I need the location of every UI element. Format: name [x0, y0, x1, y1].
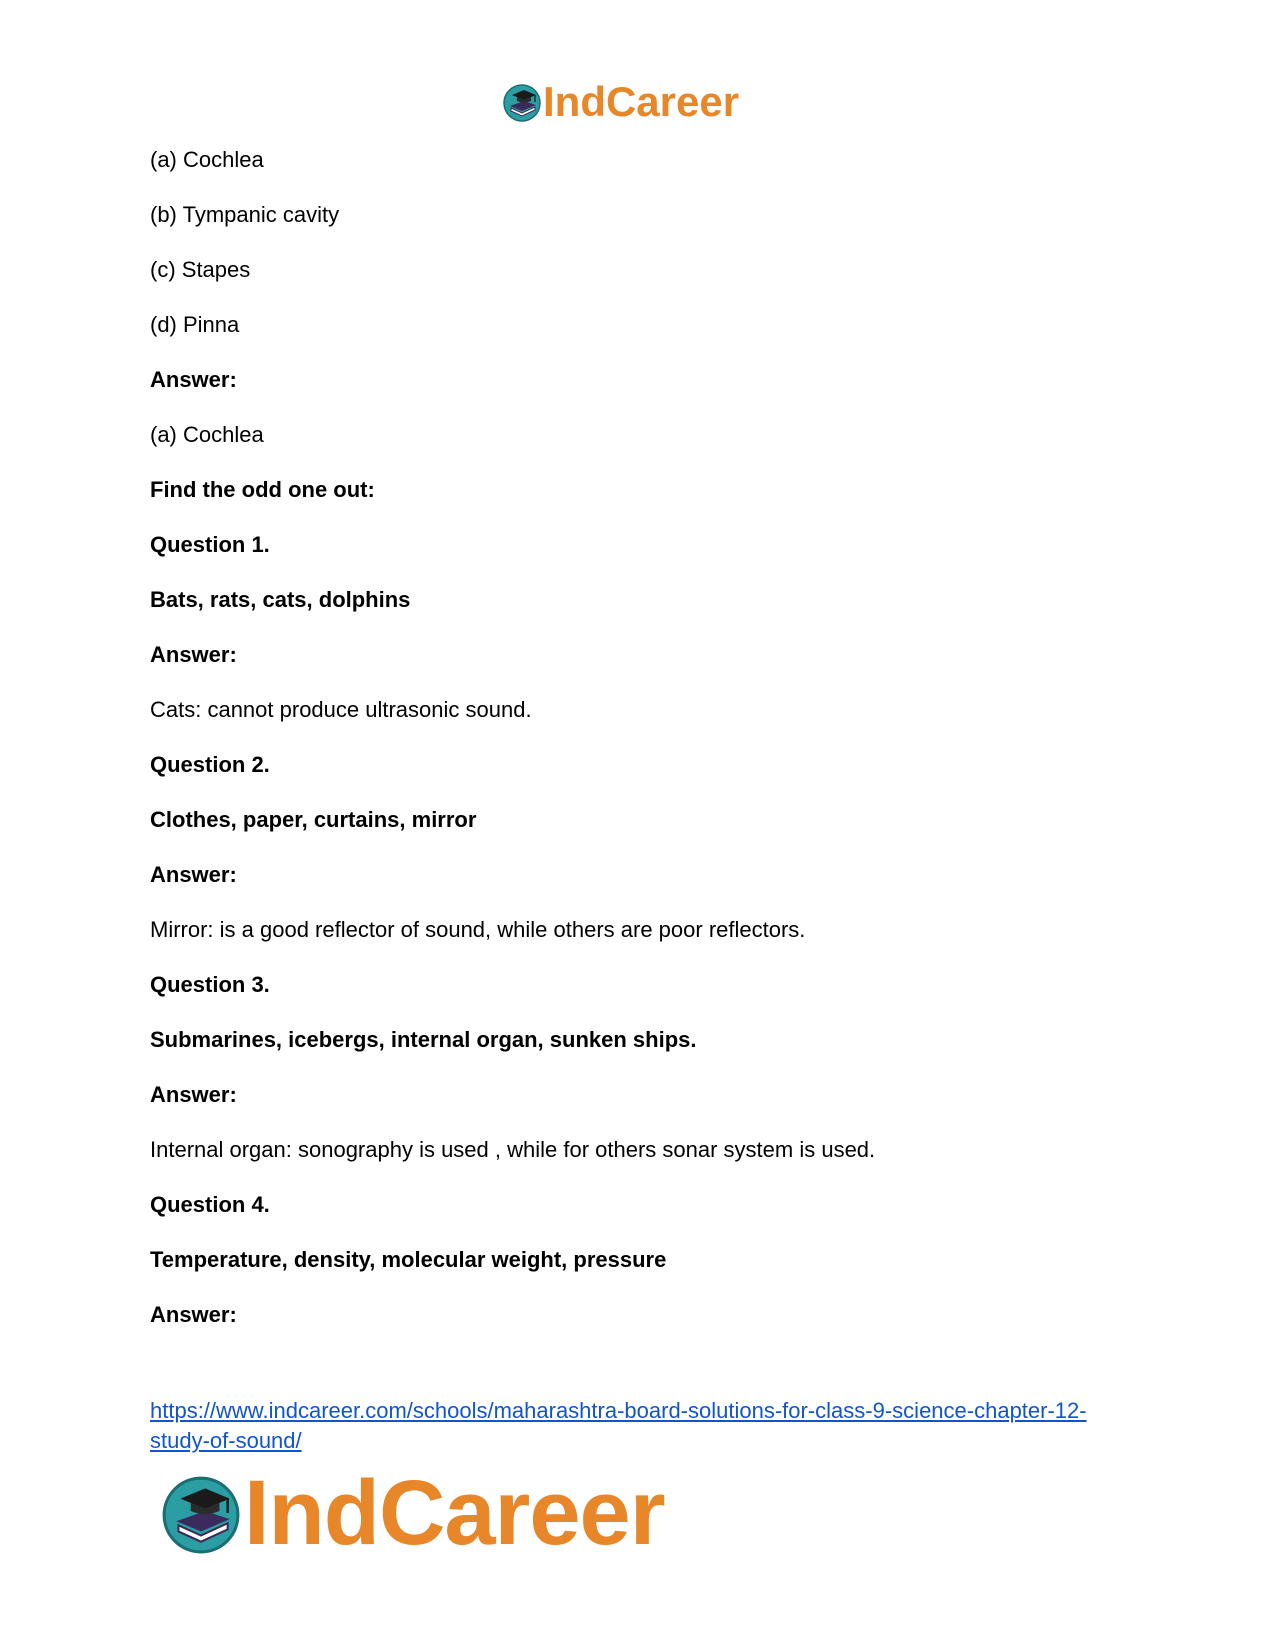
logo-wordmark: IndCareer [543, 78, 740, 125]
logo-wordmark: IndCareer [244, 1461, 665, 1564]
text-line: (c) Stapes [150, 257, 251, 282]
bold-text-line: Find the odd one out: [150, 477, 375, 502]
text-line: (a) Cochlea [150, 147, 264, 172]
bold-text-line: Question 1. [150, 532, 270, 557]
text-line: (d) Pinna [150, 312, 240, 337]
graduation-cap-book-icon [160, 1472, 242, 1554]
source-link-line2: study-of-sound/ [150, 1428, 302, 1453]
bold-text-line: Question 3. [150, 972, 270, 997]
source-link[interactable] [150, 1398, 1087, 1453]
bold-text-line: Question 2. [150, 752, 270, 777]
text-line: Mirror: is a good reflector of sound, while others are poor reflectors. [150, 917, 806, 942]
text-line: (b) Tympanic cavity [150, 202, 340, 227]
graduation-cap-book-icon [502, 82, 542, 122]
source-link-block [150, 1396, 1140, 1456]
bold-text-line: Clothes, paper, curtains, mirror [150, 807, 477, 832]
text-line: (a) Cochlea [150, 422, 264, 447]
bold-text-line: Answer: [150, 1082, 237, 1107]
bold-text-line: Answer: [150, 1302, 237, 1327]
source-link-line1: https://www.indcareer.com/schools/maharashtra-board-solutions-for-class-9-science-chapter-12- [150, 1398, 1087, 1423]
header-logo [502, 78, 739, 126]
bold-text-line: Submarines, icebergs, internal organ, sunken ships. [150, 1027, 697, 1052]
bold-text-line: Answer: [150, 862, 237, 887]
bold-text-line: Question 4. [150, 1192, 270, 1217]
text-line: Internal organ: sonography is used , while for others sonar system is used. [150, 1137, 876, 1162]
bold-text-line: Temperature, density, molecular weight, pressure [150, 1247, 667, 1272]
bold-text-line: Answer: [150, 367, 237, 392]
bold-text-line: Answer: [150, 642, 237, 667]
text-line: Cats: cannot produce ultrasonic sound. [150, 697, 532, 722]
footer-logo [160, 1461, 665, 1564]
bold-text-line: Bats, rats, cats, dolphins [150, 587, 411, 612]
document-body [150, 146, 1130, 1356]
